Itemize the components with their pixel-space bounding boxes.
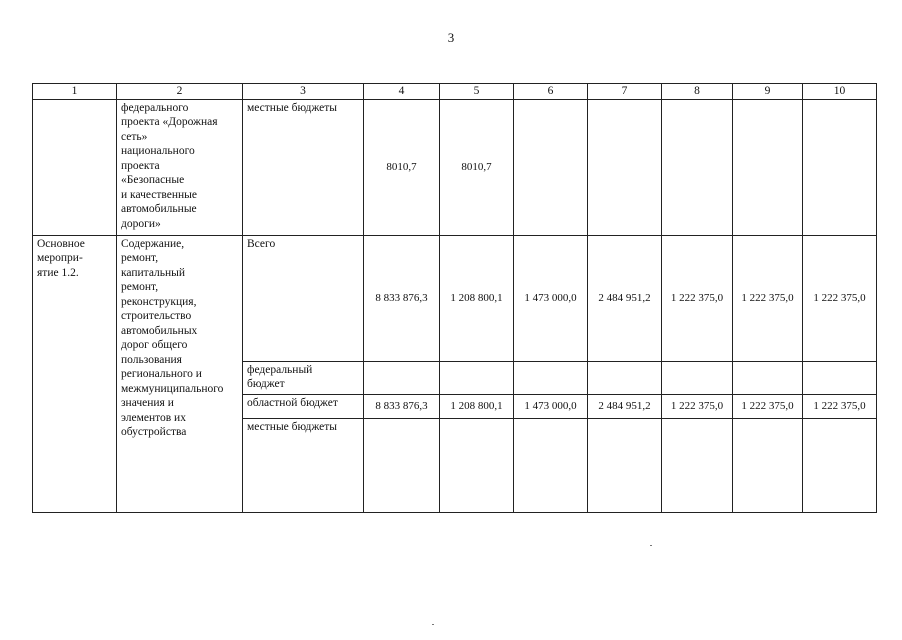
column-header: 5 [440,84,514,100]
value-cell [440,361,514,394]
value-cell: 2 484 951,2 [588,394,662,418]
value-cell: 1 222 375,0 [803,235,877,361]
table-row [33,235,877,361]
budget-source-cell: местные бюджеты [243,418,364,512]
value-cell: 1 473 000,0 [514,235,588,361]
scan-speck [650,545,652,546]
value-cell [803,99,877,235]
value-cell: 1 473 000,0 [514,394,588,418]
table-row [33,99,877,235]
value-cell: 1 222 375,0 [662,235,733,361]
value-cell [514,418,588,512]
value-cell [364,418,440,512]
value-cell [662,99,733,235]
value-cell: 8010,7 [364,99,440,235]
column-header: 6 [514,84,588,100]
column-header: 3 [243,84,364,100]
value-cell: 8 833 876,3 [364,235,440,361]
page-number: 3 [447,30,455,45]
budget-source-cell: Всего [243,235,364,361]
column-header: 10 [803,84,877,100]
value-cell [364,361,440,394]
budget-source-cell: местные бюджеты [243,99,364,235]
value-cell: 1 222 375,0 [662,394,733,418]
column-header: 1 [33,84,117,100]
value-cell: 8010,7 [440,99,514,235]
value-cell [733,361,803,394]
value-cell: 1 222 375,0 [803,394,877,418]
column-header: 7 [588,84,662,100]
column-number-row [33,84,877,100]
value-cell: 1 222 375,0 [733,394,803,418]
value-cell: 1 222 375,0 [733,235,803,361]
value-cell [662,361,733,394]
value-cell: 1 208 800,1 [440,235,514,361]
scan-speck [432,624,434,625]
measure-name-cell: Содержание, ремонт, капитальный ремонт, реконструкция, строительство автомобильных дорог общего пользования регионального и межмуниципального значения и элементов их обустройства [117,235,243,512]
budget-source-cell: областной бюджет [243,394,364,418]
budget-table [32,83,877,513]
column-header: 4 [364,84,440,100]
measure-code-cell: Основное меропри- ятие 1.2. [33,235,117,512]
value-cell [733,418,803,512]
value-cell [588,361,662,394]
value-cell [514,99,588,235]
project-name-cell: федерального проекта «Дорожная сеть» национального проекта «Безопасные и качественные автомобильные дороги» [117,99,243,235]
value-cell [514,361,588,394]
value-cell [733,99,803,235]
value-cell [803,361,877,394]
value-cell: 2 484 951,2 [588,235,662,361]
value-cell [803,418,877,512]
value-cell [440,418,514,512]
value-cell [662,418,733,512]
value-cell: 8 833 876,3 [364,394,440,418]
budget-source-cell: федеральный бюджет [243,361,364,394]
column-header: 2 [117,84,243,100]
value-cell [588,99,662,235]
column-header: 9 [733,84,803,100]
value-cell: 1 208 800,1 [440,394,514,418]
column-header: 8 [662,84,733,100]
table-cell [33,99,117,235]
value-cell [588,418,662,512]
